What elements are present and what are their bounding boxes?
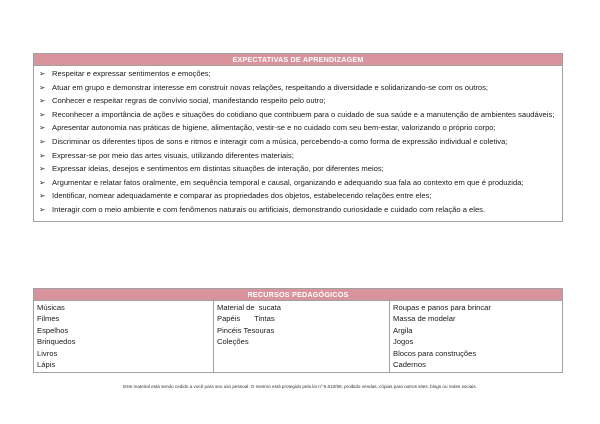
arrow-bullet-icon: ➢: [39, 96, 46, 106]
resource-item: Jogos: [393, 337, 414, 347]
resource-item: Filmes: [37, 314, 60, 324]
arrow-bullet-icon: ➢: [39, 177, 46, 187]
expectativas-header: EXPECTATIVAS DE APRENDIZAGEM: [34, 54, 562, 66]
arrow-bullet-icon: ➢: [39, 123, 46, 133]
resource-item: Massa de modelar: [393, 314, 456, 324]
resource-item: sucata: [258, 303, 281, 312]
resource-item: Papéis: [217, 314, 241, 324]
list-item: ➢ Apresentar autonomia nas práticas de higiene, alimentação, vestir-se e no cuidado com seu bem-estar, valorizando o próprio corpo;: [39, 121, 558, 135]
arrow-bullet-icon: ➢: [39, 191, 46, 201]
resource-item: Livros: [37, 348, 58, 358]
list-item: ➢ Argumentar e relatar fatos oralmente, em sequência temporal e causal, organizando e adequando sua fala ao contexto em que é produzida;: [39, 176, 558, 190]
resource-row: [217, 313, 385, 324]
recursos-column-2: [213, 301, 389, 372]
list-item: ➢ Discriminar os diferentes tipos de sons e ritmos e interagir com a música, percebendo-a como forma de expressão individual e coletiva;: [39, 135, 558, 149]
recursos-header: RECURSOS PEDAGÓGICOS: [34, 289, 562, 301]
resource-item: Material de: [217, 303, 255, 312]
expectativas-table: [33, 53, 563, 222]
list-item: ➢ Expressar-se por meio das artes visuais, utilizando diferentes materiais;: [39, 149, 558, 163]
resource-item: Lápis: [37, 360, 56, 370]
list-item: ➢ Expressar ideias, desejos e sentimentos em distintas situações de interação, por diferentes meios;: [39, 162, 558, 176]
resource-item: Tintas: [254, 314, 275, 324]
expectativas-list: [34, 66, 562, 221]
resource-item: Coleções: [217, 337, 249, 347]
arrow-bullet-icon: ➢: [39, 69, 46, 78]
arrow-bullet-icon: ➢: [39, 150, 46, 160]
recursos-column-3: [389, 301, 562, 372]
recursos-columns: [34, 301, 562, 372]
arrow-bullet-icon: ➢: [39, 109, 46, 119]
resource-row: [217, 325, 385, 336]
list-item: ➢ Reconhecer a importância de ações e situações do cotidiano que contribuem para o cuidado de sua saúde e a manutenção de ambientes saudáveis;: [39, 108, 558, 122]
arrow-bullet-icon: ➢: [39, 164, 46, 174]
resource-item: Argila: [393, 325, 413, 335]
resource-row: [217, 302, 385, 313]
recursos-column-1: [34, 301, 213, 372]
copyright-footer: Este material está sendo cedido a você para seu uso pessoal. O mesmo está protegido pela lei nº 9.610/98, proibido vendas, cópias para outros sites, blogs ou redes sociais.: [123, 384, 477, 389]
list-item: ➢ Conhecer e respeitar regras de convívio social, manifestando respeito pelo outro;: [39, 94, 558, 108]
list-item: ➢ Atuar em grupo e demonstrar interesse em construir novas relações, respeitando a diversidade e solidarizando-se com os outros;: [39, 81, 558, 95]
resource-item: Tesouras: [243, 325, 275, 335]
arrow-bullet-icon: ➢: [39, 136, 46, 146]
resource-item: Músicas: [37, 303, 65, 312]
resource-item: Roupas e panos para brincar: [393, 303, 491, 312]
list-item: ➢ Identificar, nomear adequadamente e comparar as propriedades dos objetos, estabelecendo relações entre eles;: [39, 189, 558, 203]
recursos-table: [33, 288, 563, 373]
resource-item: Pincéis: [217, 325, 242, 335]
list-item: ➢ Interagir com o meio ambiente e com fenômenos naturais ou artificiais, demonstrando curiosidade e cuidado com relação a eles.: [39, 203, 558, 217]
list-item: ➢ Respeitar e expressar sentimentos e emoções;: [39, 67, 558, 81]
resource-item: Blocos para construções: [393, 348, 477, 358]
arrow-bullet-icon: ➢: [39, 204, 46, 214]
resource-item: Cadernos: [393, 360, 426, 370]
resource-item: Brinquedos: [37, 337, 76, 347]
arrow-bullet-icon: ➢: [39, 82, 46, 92]
resource-item: Espelhos: [37, 325, 69, 335]
